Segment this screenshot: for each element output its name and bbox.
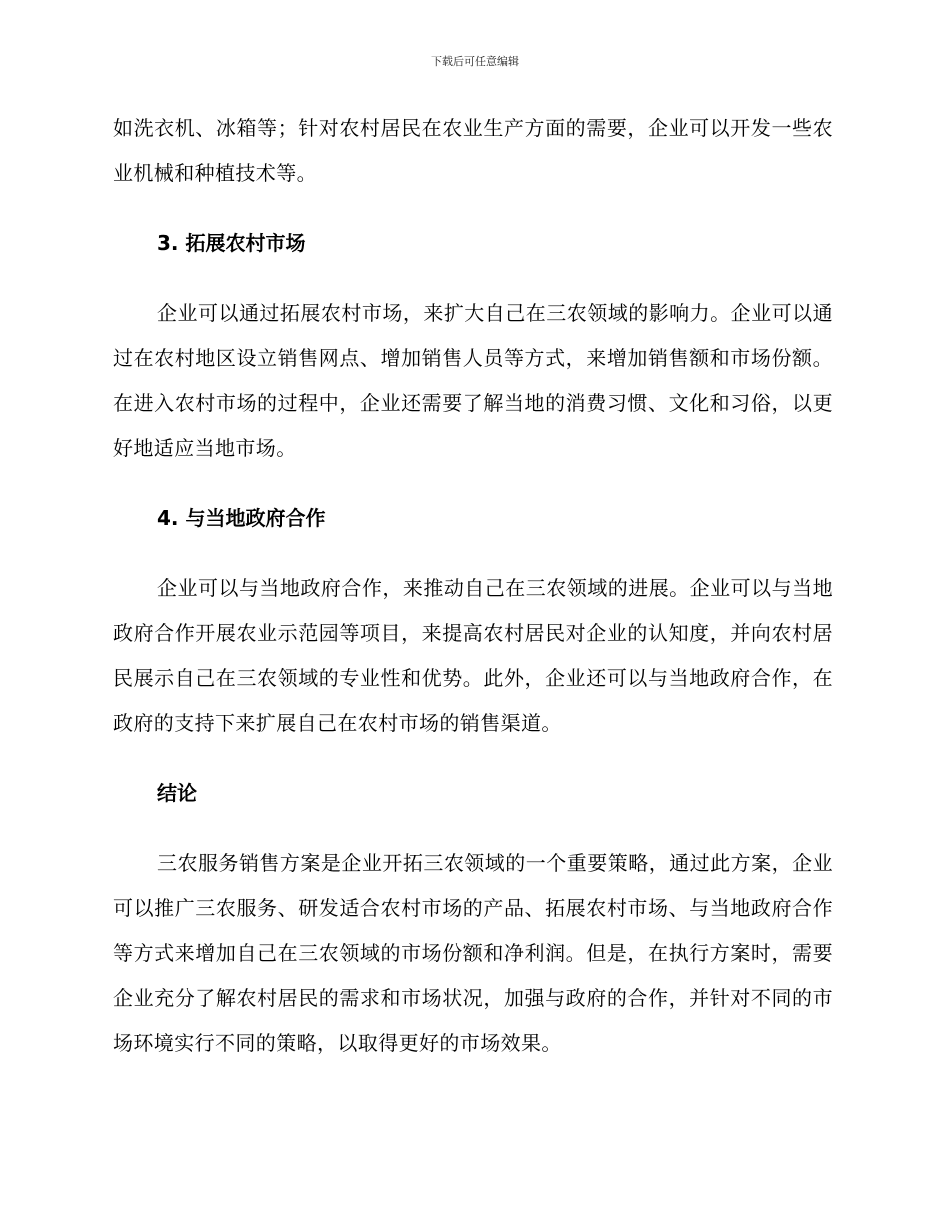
document-body <box>113 106 833 1066</box>
page-header-note: 下载后可任意编辑 <box>431 55 519 68</box>
paragraph-continuation: 如洗衣机、冰箱等；针对农村居民在农业生产方面的需要，企业可以开发一些农业机械和种植技术等。 <box>113 116 833 185</box>
heading-conclusion: 结论 <box>157 781 197 805</box>
paragraph-conclusion: 三农服务销售方案是企业开拓三农领域的一个重要策略，通过此方案，企业可以推广三农服务、研发适合农村市场的产品、拓展农村市场、与当地政府合作等方式来增加自己在三农领域的市场份额和净利润。但是，在执行方案时，需要企业充分了解农村居民的需求和市场状况，加强与政府的合作，并针对不同的市场环境实行不同的策略，以取得更好的市场效果。 <box>113 851 833 1055</box>
paragraph-expand-rural-market: 企业可以通过拓展农村市场，来扩大自己在三农领域的影响力。企业可以通过在农村地区设立销售网点、增加销售人员等方式，来增加销售额和市场份额。在进入农村市场的过程中，企业还需要了解当地的消费习惯、文化和习俗，以更好地适应当地市场。 <box>113 301 833 460</box>
paragraph-government-cooperation: 企业可以与当地政府合作，来推动自己在三农领域的进展。企业可以与当地政府合作开展农业示范园等项目，来提高农村居民对企业的认知度，并向农村居民展示自己在三农领域的专业性和优势。此外，企业还可以与当地政府合作，在政府的支持下来扩展自己在农村市场的销售渠道。 <box>113 576 833 735</box>
heading-expand-rural-market: 3. 拓展农村市场 <box>157 231 306 255</box>
heading-government-cooperation: 4. 与当地政府合作 <box>157 506 326 530</box>
